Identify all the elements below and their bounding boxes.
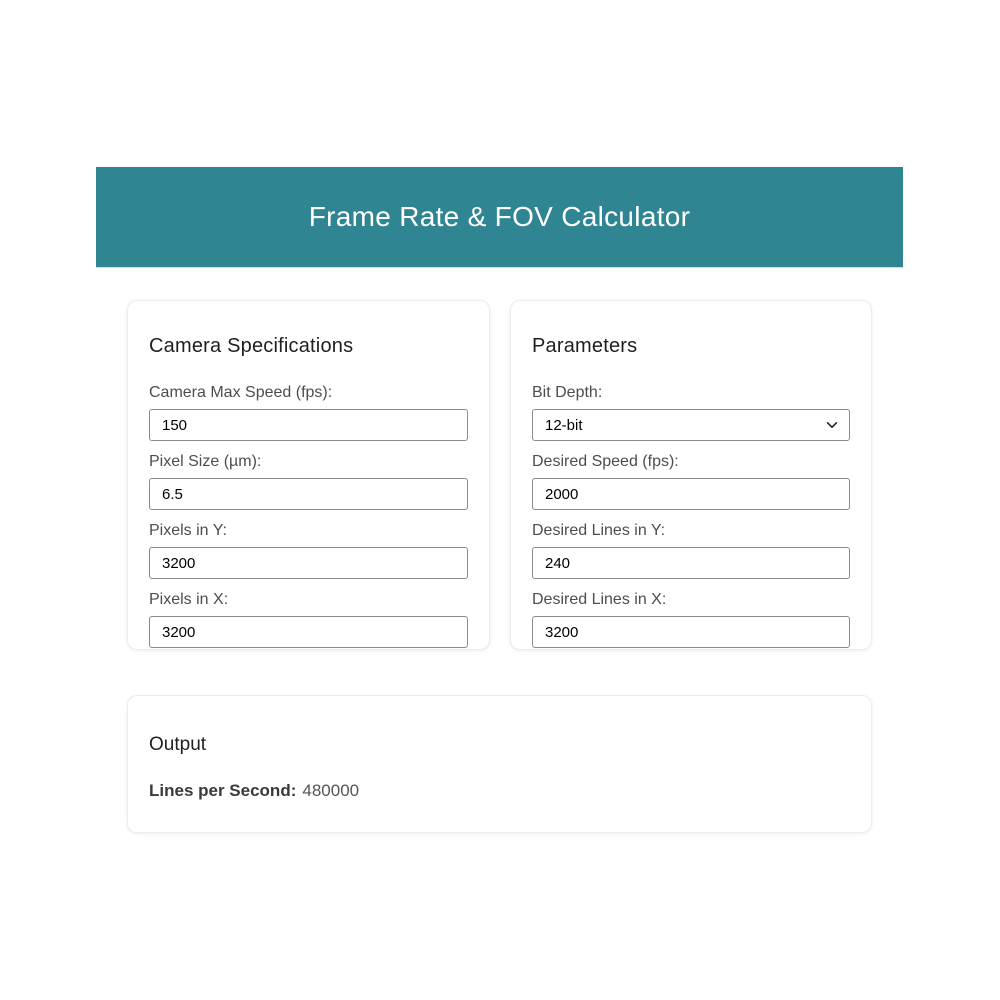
pixels-in-y-label: Pixels in Y:: [149, 522, 227, 539]
bit-depth-select[interactable]: [532, 409, 850, 441]
desired-lines-y-label: Desired Lines in Y:: [532, 522, 666, 539]
desired-lines-x-input[interactable]: [532, 616, 850, 648]
desired-speed-field: [532, 453, 850, 510]
camera-max-speed-input[interactable]: [149, 409, 468, 441]
parameters-card: [510, 300, 872, 650]
pixel-size-input[interactable]: [149, 478, 468, 510]
app-header: [96, 167, 903, 267]
bit-depth-field: [532, 384, 850, 441]
desired-speed-input[interactable]: [532, 478, 850, 510]
pixels-in-y-field: [149, 522, 468, 579]
camera-max-speed-label: Camera Max Speed (fps):: [149, 384, 333, 401]
camera-max-speed-field: [149, 384, 468, 441]
lines-per-second-value: 480000: [302, 781, 360, 800]
pixels-in-x-input[interactable]: [149, 616, 468, 648]
output-result-line: [149, 781, 850, 801]
bit-depth-label: Bit Depth:: [532, 384, 603, 401]
pixels-in-x-field: [149, 591, 468, 648]
pixel-size-label: Pixel Size (µm):: [149, 453, 262, 470]
parameters-title: Parameters: [532, 335, 638, 357]
desired-speed-label: Desired Speed (fps):: [532, 453, 679, 470]
lines-per-second-label: Lines per Second:: [149, 781, 297, 800]
page-title: Frame Rate & FOV Calculator: [308, 201, 691, 232]
desired-lines-y-input[interactable]: [532, 547, 850, 579]
pixels-in-x-label: Pixels in X:: [149, 591, 229, 608]
output-card: [127, 695, 872, 833]
desired-lines-x-field: [532, 591, 850, 648]
pixels-in-y-input[interactable]: [149, 547, 468, 579]
desired-lines-y-field: [532, 522, 850, 579]
camera-specifications-title: Camera Specifications: [149, 335, 354, 357]
output-title: Output: [149, 734, 207, 755]
camera-specifications-card: [127, 300, 490, 650]
desired-lines-x-label: Desired Lines in X:: [532, 591, 667, 608]
pixel-size-field: [149, 453, 468, 510]
